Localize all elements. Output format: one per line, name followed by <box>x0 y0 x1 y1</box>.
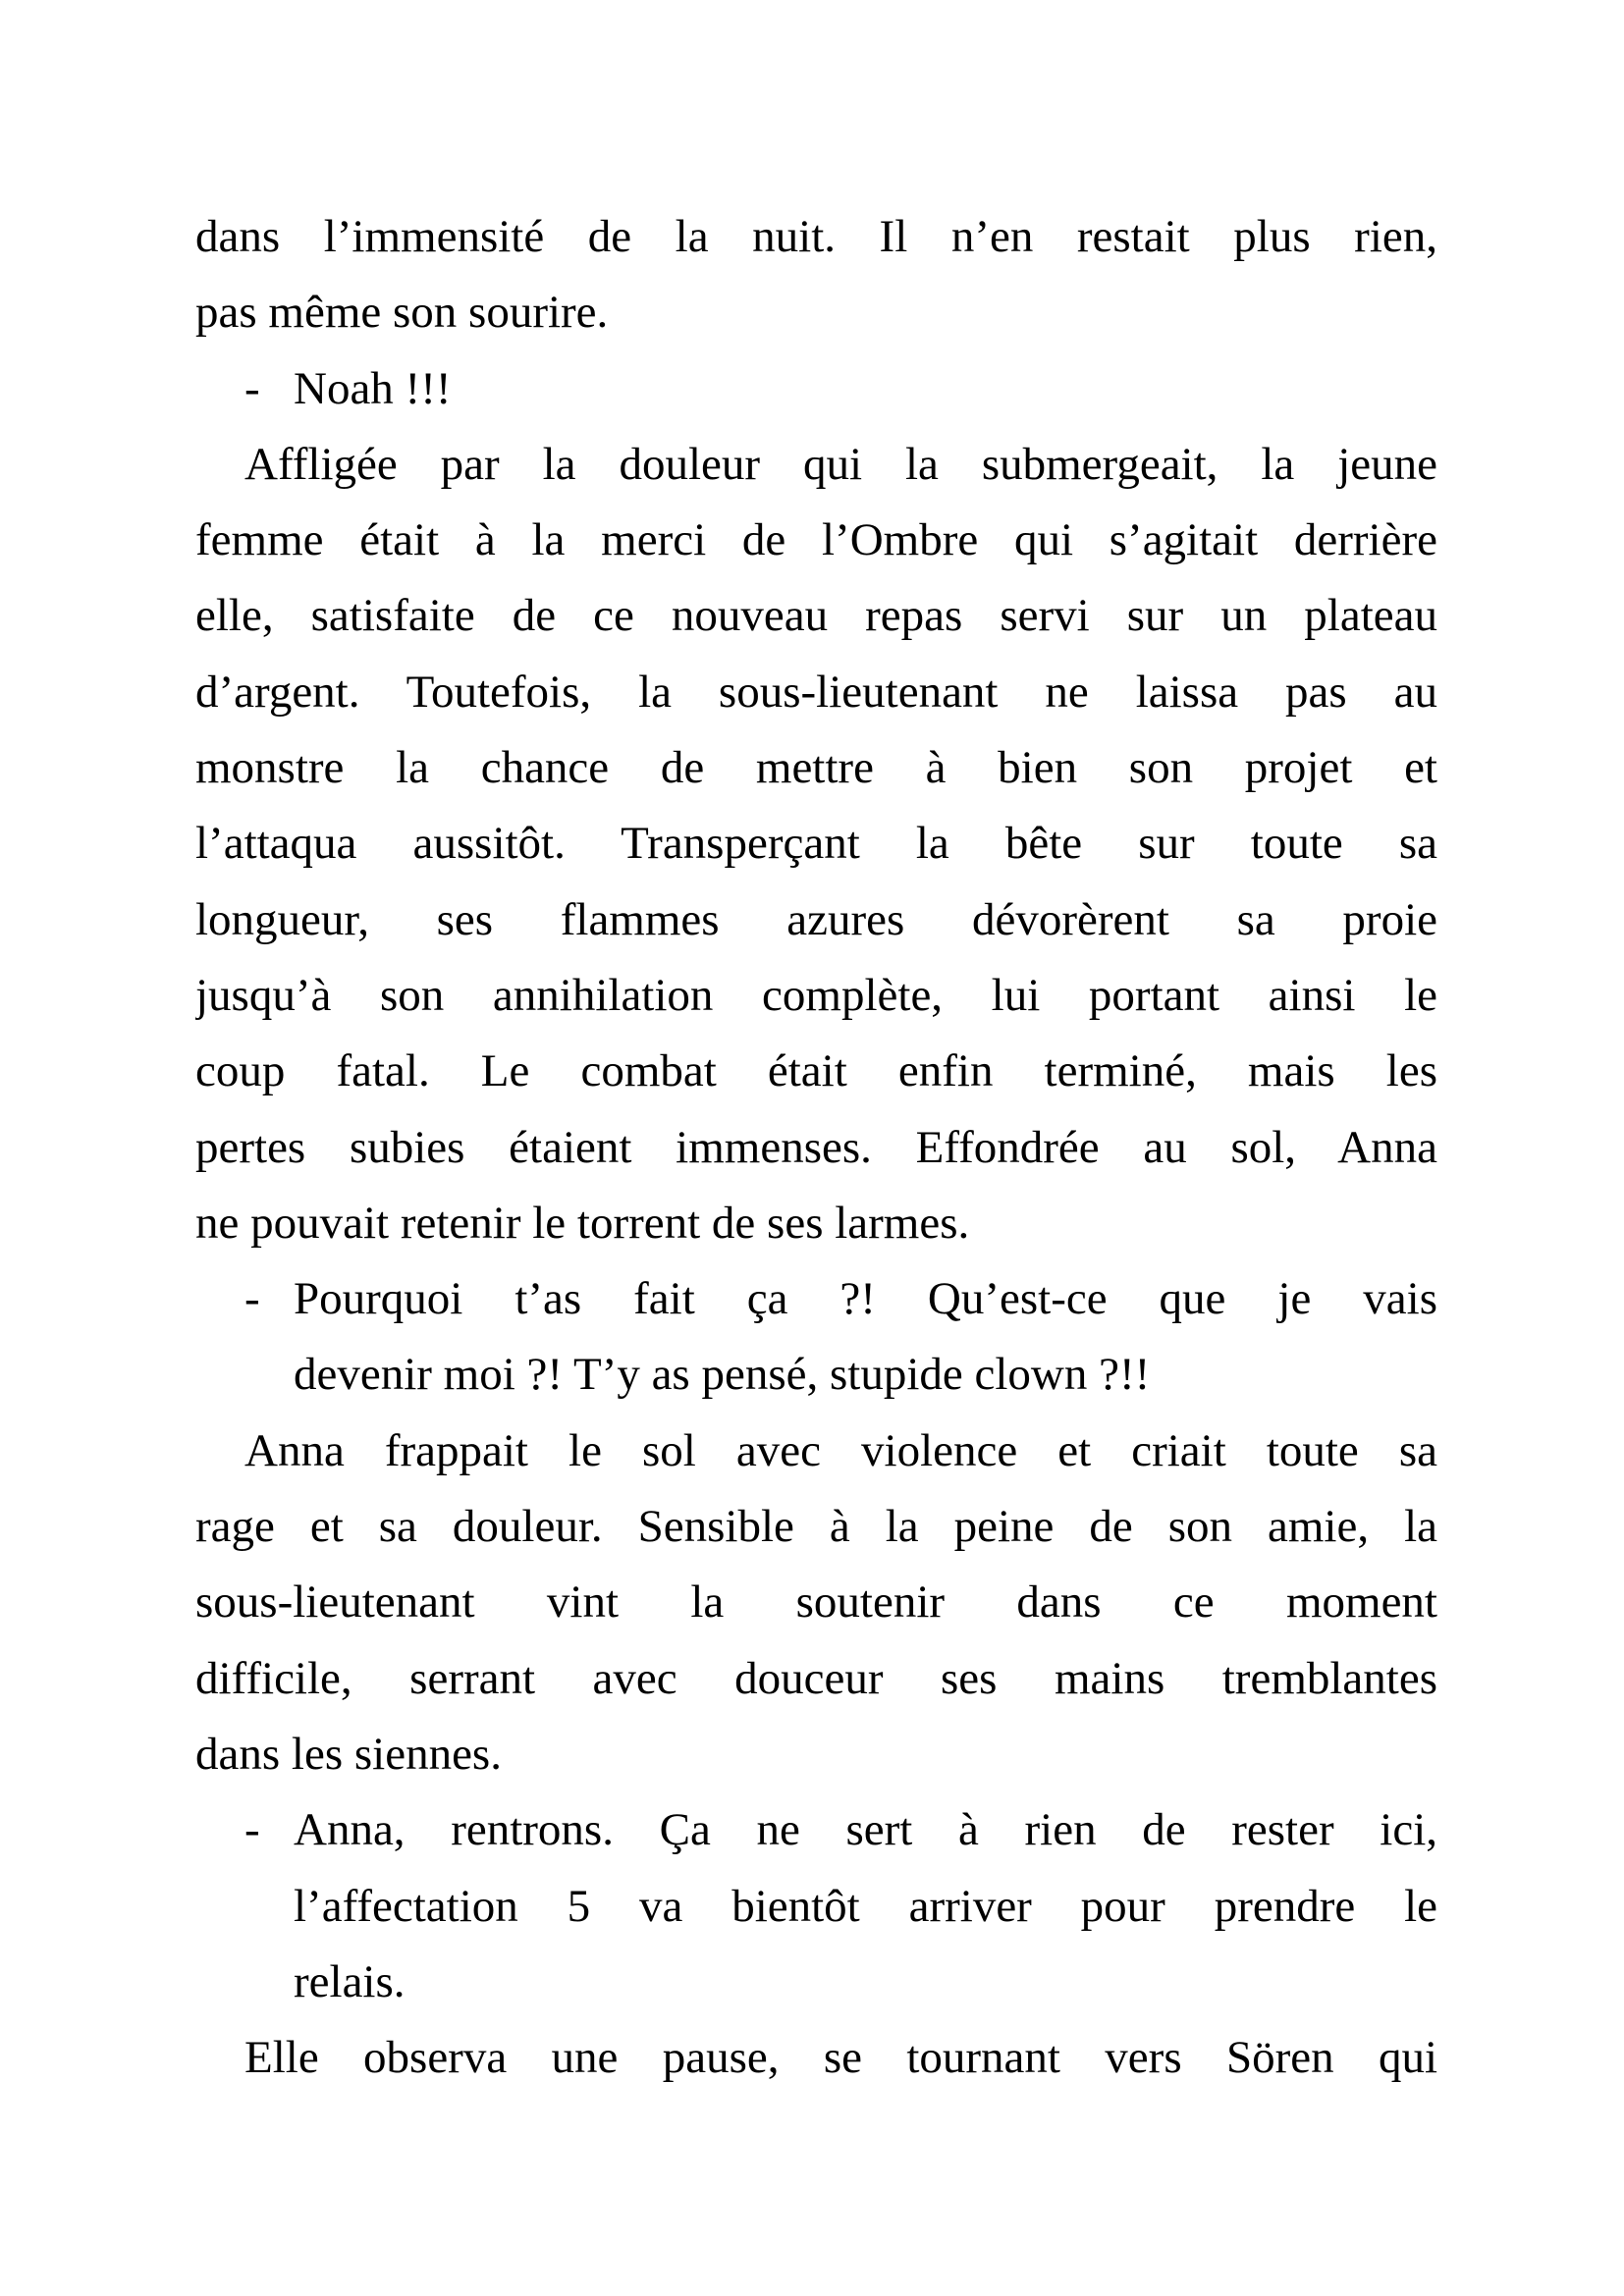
text-line: pertes subies étaient immenses. Effondrée au sol, Anna <box>195 1121 1437 1173</box>
text-line: jusqu’à son annihilation complète, lui portant ainsi le <box>195 969 1437 1021</box>
paragraph-first-line: Anna frappait le sol avec violence et criait toute sa <box>244 1424 1437 1476</box>
dialogue-continuation: relais. <box>294 1955 406 2007</box>
text-line: monstre la chance de mettre à bien son projet et <box>195 742 1437 794</box>
dialogue-line <box>195 1261 1437 1337</box>
text-line: ne pouvait retenir le torrent de ses larmes. <box>195 1197 970 1249</box>
dialogue-dash: - <box>244 1804 260 1856</box>
text-line: d’argent. Toutefois, la sous-lieutenant ne laissa pas au <box>195 666 1437 718</box>
dialogue-dash: - <box>244 1273 260 1325</box>
text-line: femme était à la merci de l’Ombre qui s’agitait derrière <box>195 514 1437 566</box>
text-line: difficile, serrant avec douceur ses mains tremblantes <box>195 1652 1437 1704</box>
text-line: rage et sa douleur. Sensible à la peine de son amie, la <box>195 1501 1437 1553</box>
text-line: l’attaqua aussitôt. Transperçant la bête sur toute sa <box>195 818 1437 870</box>
dialogue-dash: - <box>244 362 260 414</box>
dialogue-continuation: devenir moi ?! T’y as pensé, stupide clown ?!! <box>294 1349 1151 1401</box>
dialogue-line <box>195 1792 1437 1868</box>
dialogue-text: Anna, rentrons. Ça ne sert à rien de rester ici, <box>294 1804 1437 1856</box>
text-line: coup fatal. Le combat était enfin terminé, mais les <box>195 1045 1437 1097</box>
text-line: elle, satisfaite de ce nouveau repas servi sur un plateau <box>195 590 1437 642</box>
text-line: pas même son sourire. <box>195 287 609 339</box>
text-line: sous-lieutenant vint la soutenir dans ce moment <box>195 1576 1437 1629</box>
paragraph-first-line: Elle observa une pause, se tournant vers Sören qui <box>244 2032 1437 2084</box>
dialogue-continuation: l’affectation 5 va bientôt arriver pour prendre le <box>294 1880 1437 1932</box>
dialogue-text: Pourquoi t’as fait ça ?! Qu’est-ce que je vais <box>294 1273 1437 1325</box>
paragraph-first-line: Affligée par la douleur qui la submergeait, la jeune <box>244 438 1437 490</box>
text-line: longueur, ses flammes azures dévorèrent sa proie <box>195 893 1437 945</box>
body-text <box>195 199 1437 2096</box>
text-line: dans l’immensité de la nuit. Il n’en restait plus rien, <box>195 211 1437 262</box>
dialogue-line <box>195 351 1437 427</box>
dialogue-text: Noah !!! <box>294 362 452 414</box>
text-line: dans les siennes. <box>195 1728 502 1780</box>
